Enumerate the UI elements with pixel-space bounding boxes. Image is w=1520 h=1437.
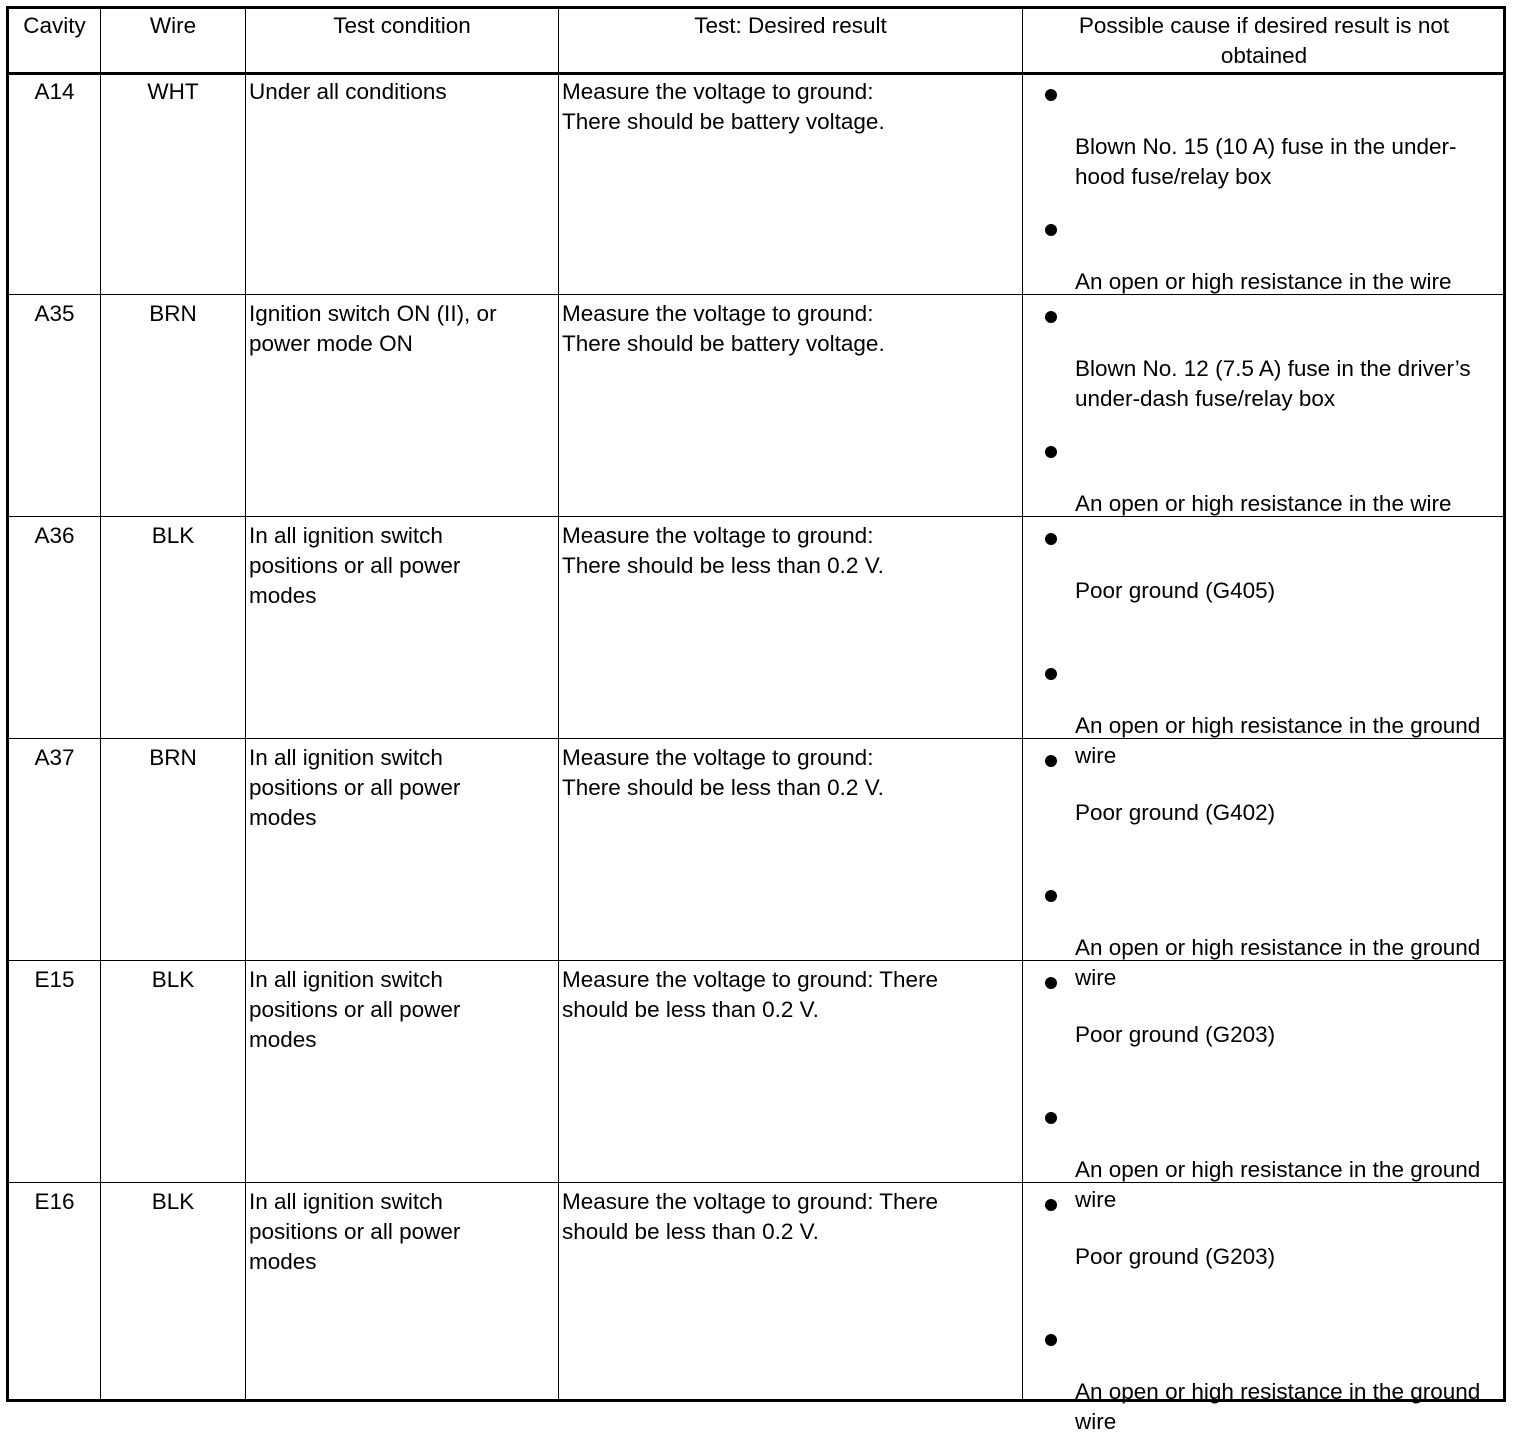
bullet-icon — [1045, 755, 1057, 767]
cell-possible-cause: Poor ground (G402) — [1075, 800, 1276, 825]
cell-cavity: A36 — [34, 523, 75, 548]
bullet-icon — [1045, 1112, 1057, 1124]
header-desired-result: Test: Desired result — [694, 13, 887, 38]
cell-desired-result: Measure the voltage to ground: There should be less than 0.2 V. — [562, 1189, 939, 1244]
column-divider — [245, 9, 246, 1399]
row-divider — [9, 738, 1503, 739]
cell-test-condition: Under all conditions — [249, 79, 447, 104]
cell-wire: BLK — [151, 523, 195, 548]
cell-possible-cause: An open or high resistance in the ground wire — [1075, 1157, 1481, 1212]
bullet-icon — [1045, 890, 1057, 902]
cell-possible-cause: An open or high resistance in the ground wire — [1075, 935, 1481, 990]
cell-wire: BLK — [151, 1189, 195, 1214]
diagnostic-table — [6, 6, 1506, 1434]
cell-wire: WHT — [147, 79, 199, 104]
cell-cavity: E15 — [34, 967, 75, 992]
cell-possible-cause: An open or high resistance in the wire — [1075, 269, 1452, 294]
cell-wire: BRN — [149, 745, 197, 770]
cell-desired-result: Measure the voltage to ground: There should be less than 0.2 V. — [562, 967, 939, 1022]
bullet-icon — [1045, 89, 1057, 101]
cell-test-condition: In all ignition switch positions or all power modes — [249, 967, 461, 1052]
cell-test-condition: In all ignition switch positions or all power modes — [249, 745, 461, 830]
cell-possible-cause: Blown No. 12 (7.5 A) fuse in the driver’s under-dash fuse/relay box — [1075, 356, 1471, 411]
bullet-icon — [1045, 311, 1057, 323]
cell-possible-cause: Poor ground (G203) — [1075, 1244, 1276, 1269]
bullet-icon — [1045, 446, 1057, 458]
cell-possible-cause: An open or high resistance in the wire — [1075, 491, 1452, 516]
row-divider — [9, 516, 1503, 517]
header-divider — [9, 72, 1503, 75]
cell-cavity: A37 — [34, 745, 75, 770]
bullet-icon — [1045, 1199, 1057, 1211]
cell-test-condition: Ignition switch ON (II), or power mode ON — [249, 301, 497, 356]
cell-cavity: E16 — [34, 1189, 75, 1214]
cell-possible-cause: Poor ground (G203) — [1075, 1022, 1276, 1047]
cell-possible-cause: Poor ground (G405) — [1075, 578, 1276, 603]
cell-desired-result: Measure the voltage to ground: There should be less than 0.2 V. — [562, 523, 884, 578]
cell-test-condition: In all ignition switch positions or all power modes — [249, 523, 461, 608]
cell-cavity: A14 — [34, 79, 75, 104]
cell-cavity: A35 — [34, 301, 75, 326]
cell-possible-cause: Blown No. 15 (10 A) fuse in the under-hood fuse/relay box — [1075, 134, 1457, 189]
cell-possible-cause: An open or high resistance in the ground wire — [1075, 713, 1481, 768]
row-divider — [9, 294, 1503, 295]
bullet-icon — [1045, 224, 1057, 236]
cell-possible-cause: An open or high resistance in the ground wire — [1075, 1379, 1481, 1434]
column-divider — [558, 9, 559, 1399]
bullet-icon — [1045, 977, 1057, 989]
header-possible-cause: Possible cause if desired result is not obtained — [1078, 13, 1450, 68]
cell-desired-result: Measure the voltage to ground: There should be less than 0.2 V. — [562, 745, 884, 800]
bullet-icon — [1045, 533, 1057, 545]
cell-wire: BLK — [151, 967, 195, 992]
row-divider — [9, 960, 1503, 961]
row-divider — [9, 1182, 1503, 1183]
header-test-condition: Test condition — [333, 13, 471, 38]
cell-wire: BRN — [149, 301, 197, 326]
column-divider — [1022, 9, 1023, 1399]
cell-test-condition: In all ignition switch positions or all power modes — [249, 1189, 461, 1274]
header-cavity: Cavity — [23, 13, 86, 38]
cell-desired-result: Measure the voltage to ground: There should be battery voltage. — [562, 79, 885, 134]
bullet-icon — [1045, 668, 1057, 680]
cell-desired-result: Measure the voltage to ground: There should be battery voltage. — [562, 301, 885, 356]
header-wire: Wire — [149, 13, 197, 38]
bullet-icon — [1045, 1334, 1057, 1346]
